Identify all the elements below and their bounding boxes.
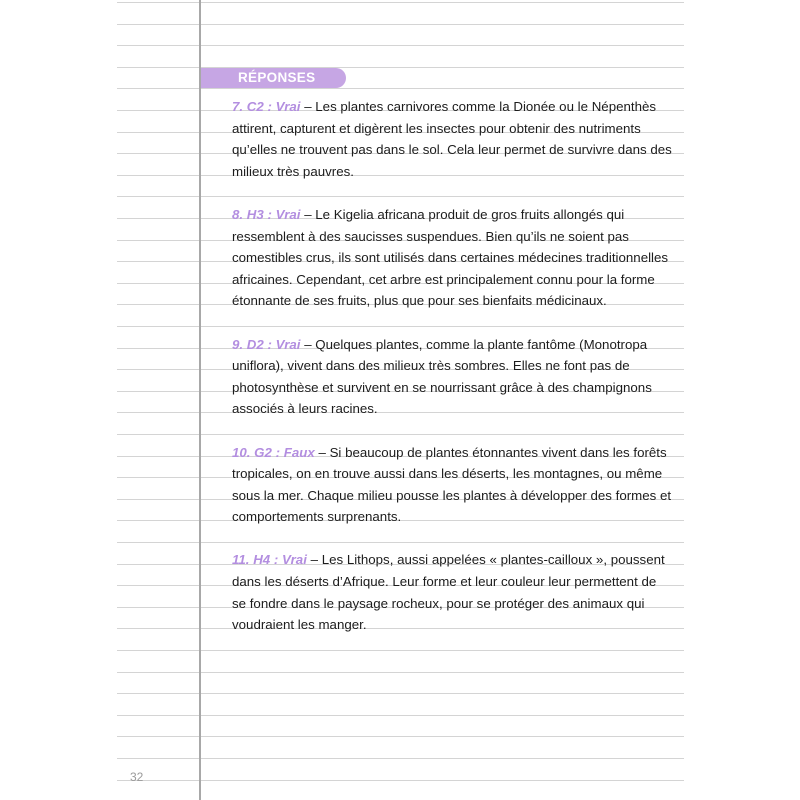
rule-line — [117, 715, 684, 716]
answer-tag: 7. C2 : Vrai — [232, 99, 301, 114]
answer-text: – Les plantes carnivores comme la Dionée ou le Népenthès attirent, capturent et digèrent les insectes pour obtenir des nutriments qu’elles ne trouvent pas dans le sol. Cela leur permet de survivre dans des milieux très pauvres. — [232, 99, 672, 179]
section-title: RÉPONSES — [238, 70, 316, 85]
rule-line — [117, 758, 684, 759]
rule-line — [117, 672, 684, 673]
section-header-tab — [201, 68, 346, 88]
answers-list — [232, 96, 672, 657]
rule-line — [117, 88, 684, 89]
answer-item — [232, 334, 672, 420]
rule-line — [117, 736, 684, 737]
answer-item — [232, 96, 672, 182]
rule-line — [117, 24, 684, 25]
answer-text: – Le Kigelia africana produit de gros fruits allongés qui ressemblent à des saucisses suspendues. Bien qu’ils ne soient pas comestibles crus, ils sont utilisés dans certaines médecines traditionnelles africaines. Cependant, cet arbre est principalement connu pour la forme étonnante de ses fruits, plus que pour ses bienfaits médicinaux. — [232, 206, 669, 309]
rule-line — [117, 45, 684, 46]
answer-tag: 10. G2 : Faux — [232, 444, 315, 460]
rule-line — [117, 2, 684, 3]
answer-tag: 8. H3 : Vrai — [232, 206, 301, 222]
answer-text: – Si beaucoup de plantes étonnantes vivent dans les forêts tropicales, on en trouve aussi dans les déserts, les montagnes, ou même sous la mer. Chaque milieu pousse les plantes à développer des formes et comportements surprenants. — [232, 444, 672, 525]
answer-tag: 11. H4 : Vrai — [232, 552, 307, 568]
answer-text: – Les Lithops, aussi appelées « plantes-cailloux », poussent dans les déserts d’Afrique. Leur forme et leur couleur leur permettent de se fondre dans le paysage rocheux, pour se protéger des animaux qui voudraient les manger. — [232, 552, 665, 633]
answer-item — [232, 549, 672, 635]
page-number: 32 — [130, 770, 144, 784]
answer-item — [232, 204, 672, 312]
answer-tag: 9. D2 : Vrai — [232, 336, 301, 352]
rule-line — [117, 780, 684, 781]
answer-item — [232, 442, 672, 528]
answer-text: – Quelques plantes, comme la plante fantôme (Monotropa uniflora), vivent dans des milieux très sombres. Elles ne font pas de photosynthèse et survivent en se nourrissant grâce à des champignons associés à leurs racines. — [232, 336, 652, 417]
margin-line — [199, 0, 201, 800]
rule-line — [117, 693, 684, 694]
